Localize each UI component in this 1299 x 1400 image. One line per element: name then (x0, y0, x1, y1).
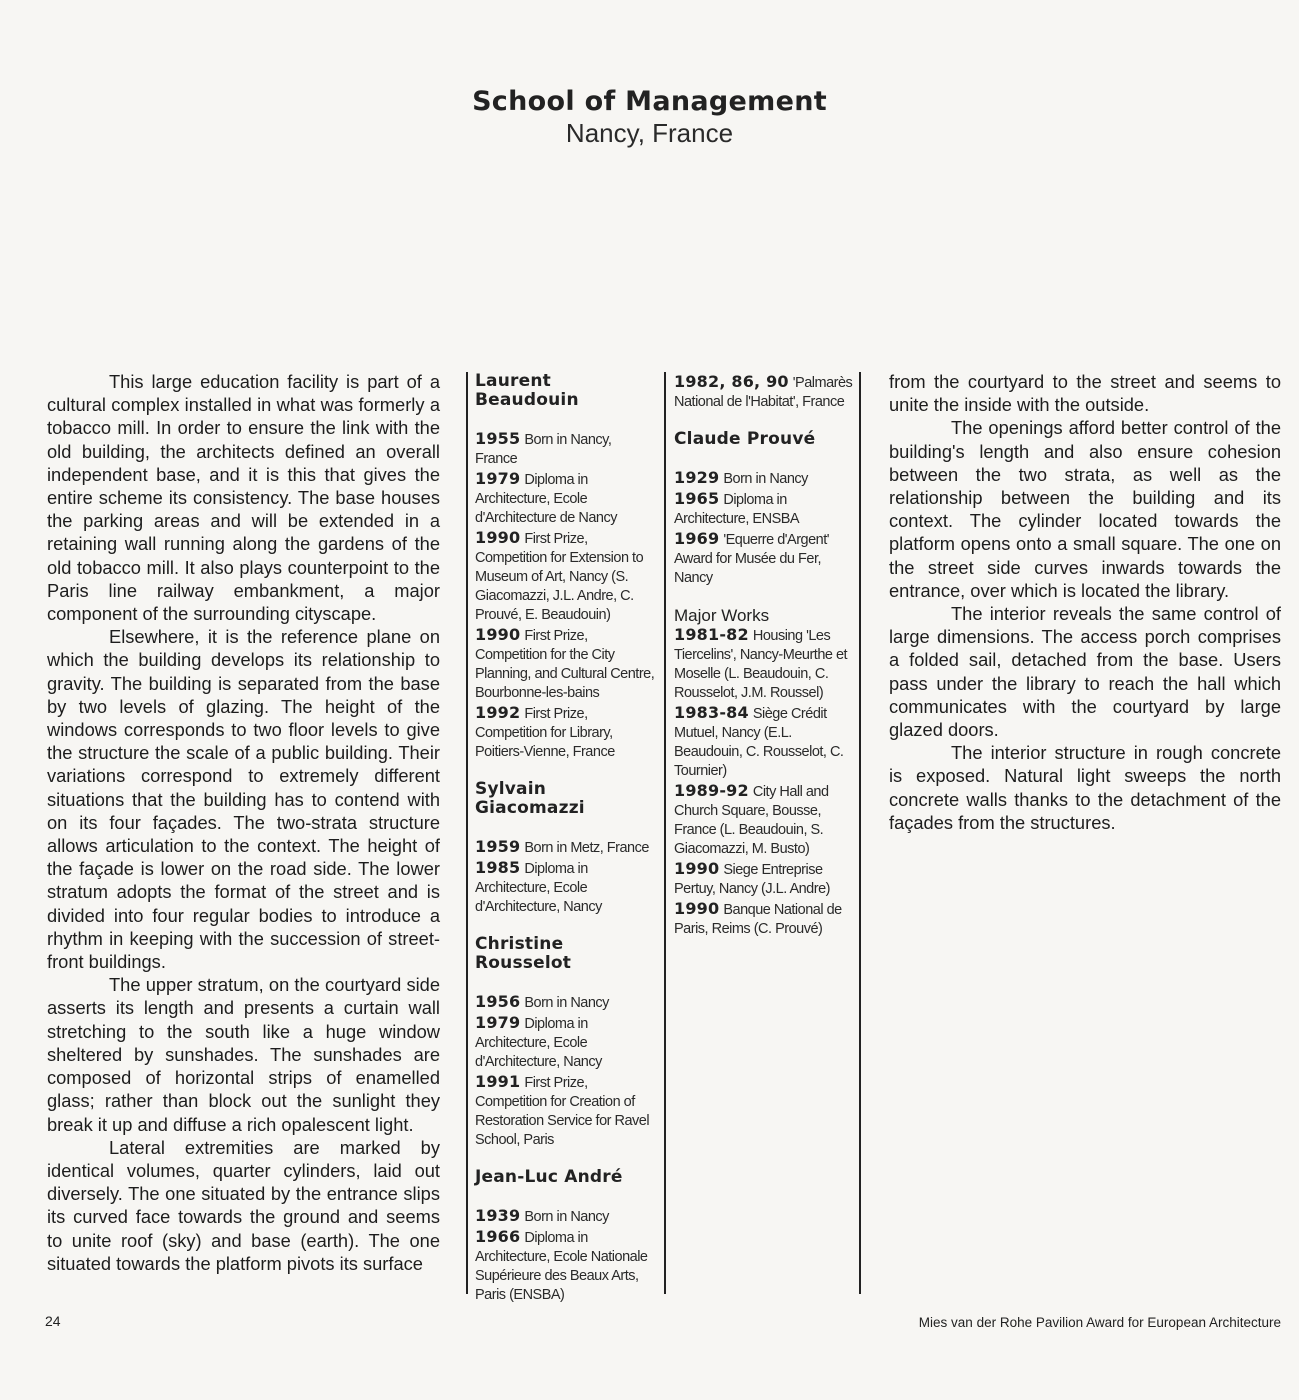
paragraph: Elsewhere, it is the reference plane on which the building develops its relationship to gravity. The building is separated from the base by two levels of glazing. The height of the windows corresponds to two floor levels to give the structure the scale of a public building. Their variations correspond to extremely different situations that the building has to contend with on its four façades. The two-strata structure allows articulation to the context. The height of the façade is lower on the road side. The lower stratum adopts the format of the street and is divided into four regular bodies to introduce a rhythm in keeping with the succession of street-front buildings. (47, 626, 440, 973)
publication-title: Mies van der Rohe Pavilion Award for European Architecture (918, 1315, 1281, 1330)
work-entry: 1989-92 City Hall and Church Square, Bousse, France (L. Beaudouin, S. Giacomazzi, M. Busto) (674, 781, 829, 857)
paragraph: The interior structure in rough concrete is exposed. Natural light sweeps the north concrete walls thanks to the detachment of the façades from the structures. (889, 742, 1281, 833)
right-text-column (889, 370, 1281, 834)
left-text-column (47, 370, 440, 1275)
bio-entry: 1990 First Prize, Competition for the City Planning, and Cultural Centre, Bourbonne-les-bains (475, 625, 655, 701)
architect-bio (475, 372, 655, 762)
architect-bio (674, 430, 856, 588)
bio-entry: 1979 Diploma in Architecture, Ecole d'Architecture, Nancy (475, 1013, 602, 1070)
paragraph: This large education facility is part of a cultural complex installed in what was formerly a tobacco mill. In order to ensure the link with the old building, the architects defined an overall independent base, and it is this that gives the entire scheme its consistency. The base houses the parking areas and will be extended in a retaining wall running along the gardens of the old tobacco mill. It also plays counterpoint to the Paris line railway embankment, a major component of the surrounding cityscape. (47, 371, 440, 625)
architect-name: Claude Prouvé (674, 429, 816, 449)
page-subtitle: Nancy, France (565, 118, 734, 148)
bio-entry: 1985 Diploma in Architecture, Ecole d'Architecture, Nancy (475, 858, 602, 915)
biography-column-2 (674, 372, 856, 957)
column-divider (466, 372, 468, 1294)
architect-name: Christine Rousselot (475, 934, 572, 973)
architect-bio (475, 780, 655, 917)
major-works-heading: Major Works (674, 606, 770, 625)
column-divider (859, 372, 861, 1294)
paragraph: from the courtyard to the street and seems to unite the inside with the outside. (889, 371, 1281, 416)
bio-entry: 1965 Diploma in Architecture, ENSBA (674, 489, 800, 527)
architect-bio (475, 1168, 655, 1305)
bio-entry: 1929 Born in Nancy (674, 468, 808, 487)
architect-name: Laurent Beaudouin (475, 371, 579, 410)
bio-entry: 1992 First Prize, Competition for Library, Poitiers-Vienne, France (475, 703, 615, 760)
major-works (674, 606, 856, 939)
work-entry: 1983-84 Siège Crédit Mutuel, Nancy (E.L. Beaudouin, C. Rousselot, C. Tournier) (674, 703, 844, 779)
paragraph: The upper stratum, on the courtyard side asserts its length and presents a curtain wall stretching to the south like a huge window sheltered by sunshades. The sunshades are composed of horizontal strips of enamelled glass; rather than block out the sunlight they break it up and diffuse a rich opalescent light. (47, 974, 440, 1135)
continued-entry (674, 372, 856, 412)
column-divider (664, 372, 666, 1294)
work-entry: 1981-82 Housing 'Les Tiercelins', Nancy-Meurthe et Moselle (L. Beaudouin, C. Rousselot, J.M. Roussel) (674, 625, 848, 701)
work-entry: 1990 Siege Entreprise Pertuy, Nancy (J.L. Andre) (674, 859, 830, 897)
paragraph: The interior reveals the same control of large dimensions. The access porch comprises a folded sail, detached from the base. Users pass under the library to reach the hall which communicates with the courtyard by large glazed doors. (889, 603, 1281, 741)
work-entry: 1990 Banque National de Paris, Reims (C. Prouvé) (674, 899, 842, 937)
bio-entry: 1991 First Prize, Competition for Creation of Restoration Service for Ravel School, Paris (475, 1072, 650, 1148)
bio-entry: 1990 First Prize, Competition for Extension to Museum of Art, Nancy (S. Giacomazzi, J.L. Andre, C. Prouvé, E. Beaudouin) (475, 528, 644, 623)
paragraph: Lateral extremities are marked by identical volumes, quarter cylinders, laid out diversely. The one situated by the entrance slips its curved face towards the ground and seems to unite roof (sky) and base (earth). The one situated towards the platform pivots its surface (47, 1136, 440, 1274)
architect-bio (475, 935, 655, 1150)
architect-name: Sylvain Giacomazzi (475, 779, 585, 818)
bio-entry: 1966 Diploma in Architecture, Ecole Nationale Supérieure des Beaux Arts, Paris (ENSBA) (475, 1227, 648, 1303)
paragraph: The openings afford better control of the building's length and also ensure cohesion between the two strata, as well as the relationship between the building and its context. The cylinder located towards the platform opens onto a small square. The one on the street side curves inwards towards the entrance, over which is located the library. (889, 417, 1281, 601)
bio-entry: 1939 Born in Nancy (475, 1206, 609, 1225)
architect-name: Jean-Luc André (475, 1167, 623, 1187)
biography-column-1 (475, 372, 655, 1323)
page-number: 24 (45, 1313, 61, 1329)
bio-entry: 1982, 86, 90 'Palmarès National de l'Habitat', France (674, 372, 853, 410)
bio-entry: 1959 Born in Metz, France (475, 837, 649, 856)
bio-entry: 1969 'Equerre d'Argent' Award for Musée du Fer, Nancy (674, 529, 830, 586)
bio-entry: 1956 Born in Nancy (475, 992, 609, 1011)
page-title: School of Management (472, 86, 827, 117)
bio-entry: 1979 Diploma in Architecture, Ecole d'Architecture de Nancy (475, 469, 617, 526)
bio-entry: 1955 Born in Nancy, France (475, 429, 612, 467)
